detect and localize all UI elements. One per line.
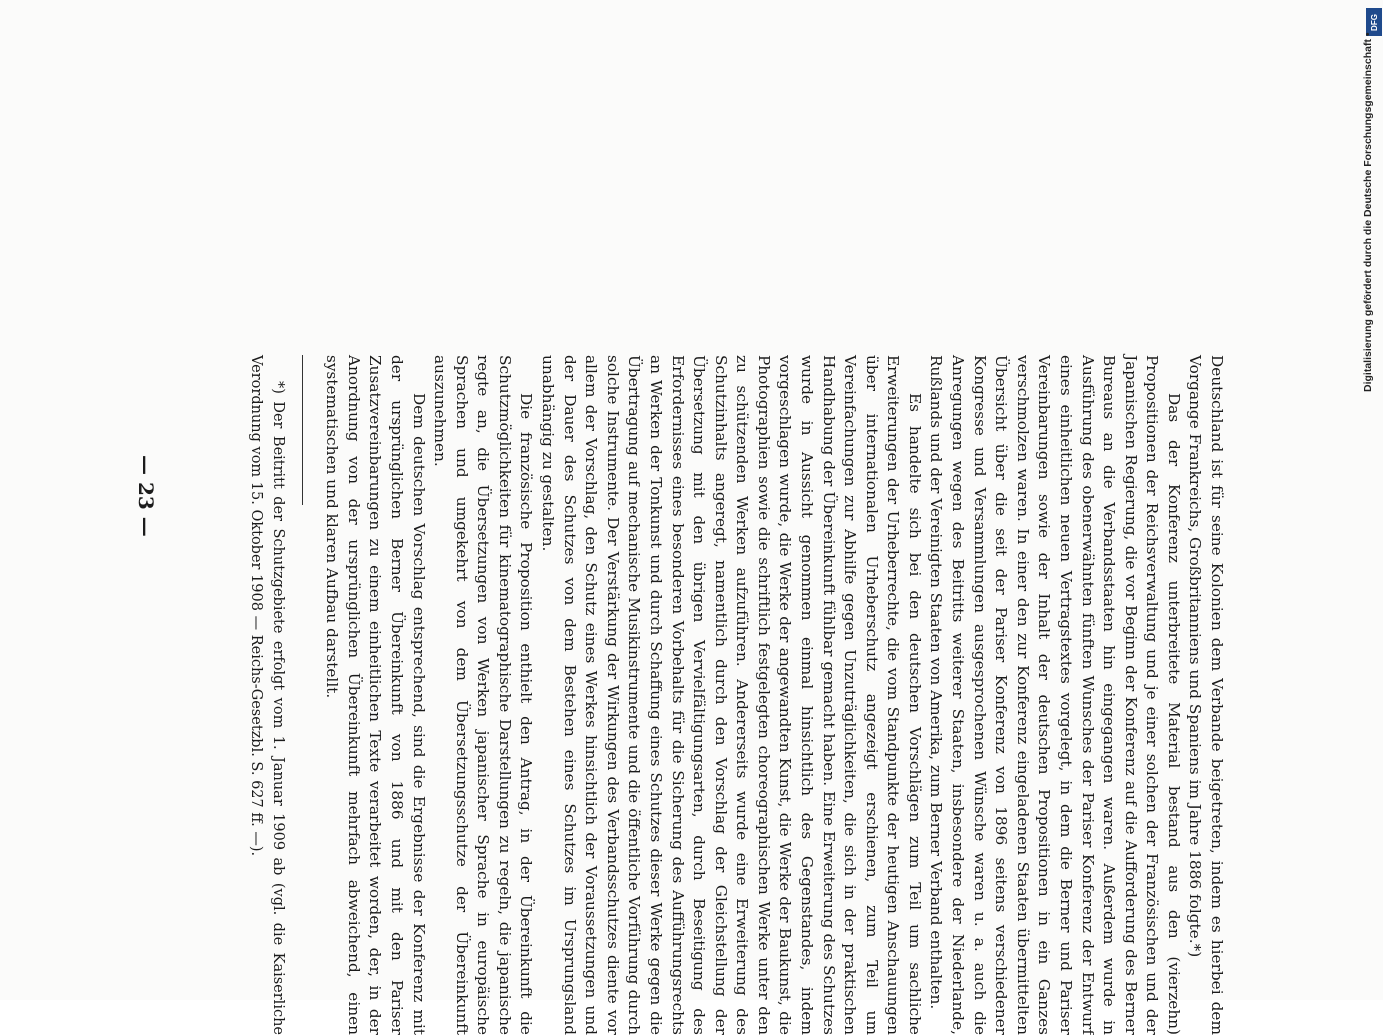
page-number-text: — 23 — xyxy=(134,455,158,537)
paragraph: Dem deutschen Vorschlag entsprechend, sind die Ergebnisse der Konferenz mit der ursprünglichen Berner Übereinkunft von 1886 und mit den Pariser Zusatzvereinbarungen zu einem einheitlichen Texte verarbeitet worden, der, in der Anordnung von der ursprünglichen Übereinkunft mehrfach abweichend, einen systematischen und klaren Aufbau darstellt. xyxy=(323,355,428,1035)
rotated-document-page xyxy=(175,355,1245,1035)
paragraph: Das der Konferenz unterbreitete Material bestand aus den (vierzehn) Propositionen der Reichsverwaltung und je einer solchen der Französischen und der Japanischen Regierung, die vor Beginn der Konferenz auf die Aufforderung des Berner Bureaus an die Verbandsstaaten hin eingegangen waren. Außerdem wurde in Ausführung des obenerwähnten fünften Wunsches der Pariser Konferenz der Entwurf eines einheitlichen neuen Vertragstextes vorgelegt, in dem die Berner und Pariser Vereinbarungen sowie der Inhalt der deutschen Propositionen in ein Ganzes verschmolzen waren. In einer den zur Konferenz eingeladenen Staaten übermittelten Übersicht über die seit der Pariser Konferenz von 1896 seitens verschiedener Kongresse und Versammlungen ausgesprochenen Wünsche waren u. a. auch die Anregungen wegen des Beitritts weiterer Staaten, insbesondere der Niederlande, Rußlands und der Vereinigten Staaten von Amerika, zum Berner Verband enthalten. xyxy=(927,355,1183,1035)
footnote xyxy=(245,355,289,1035)
footnote-text: *) Der Beitritt der Schutzgebiete erfolgt vom 1. Januar 1909 ab (vgl. die Kaiserliche Verordnung vom 15. Oktober 1908 — Reichs-Gesetzbl. S. 627 ff. —). xyxy=(248,355,286,1035)
paragraph: Es handelte sich bei den deutschen Vorschlägen zum Teil um sachliche Erweiterungen der Urheberrechte, die vom Standpunkte der heutigen Anschauungen über internationalen Urheberschutz angezeigt erschienen, zum Teil um Vereinfachungen zur Abhilfe gegen Unzuträglichkeiten, die sich in der praktischen Handhabung der Übereinkunft fühlbar gemacht haben. Eine Erweiterung des Schutzes wurde in Aussicht genommen einmal hinsichtlich des Gegenstandes, indem vorgeschlagen wurde, die Werke der angewandten Kunst, die Werke der Baukunst, die Photographien sowie die schriftlich festgelegten choreographischen Werke unter den zu schützenden Werken aufzuführen. Andererseits wurde eine Erweiterung des Schutzinhalts angeregt, namentlich durch den Vorschlag der Gleichstellung der Übersetzung mit den übrigen Vervielfältigungsarten, durch Beseitigung des Erfordernisses eines besonderen Vorbehalts für die Sicherung des Aufführungsrechts an Werken der Tonkunst und durch Schaffung eines Schutzes dieser Werke gegen die Übertragung auf mechanische Musikinstrumente und die öffentliche Vorführung durch solche Instrumente. Der Verstärkung der Wirkungen des Verbandsschutzes diente vor allem der Vorschlag, den Schutz eines Werkes hinsichtlich der Voraussetzungen und der Dauer des Schutzes von dem Bestehen eines Schutzes im Ursprungsland unabhängig zu gestalten. xyxy=(539,355,924,1035)
body-text xyxy=(321,355,1227,1035)
paragraph: Deutschland ist für seine Kolonien dem Verbande beigetreten, indem es hierbei dem Vorgange Frankreichs, Großbritanniens und Spaniens im Jahre 1886 folgte.*) xyxy=(1186,355,1226,1035)
paragraph: Die französische Proposition enthielt den Antrag, in der Übereinkunft die Schutzmöglichkeiten für kinematographische Darstellungen zu regeln, die japanische regte an, die Übersetzungen von Werken japanischer Sprache in europäische Sprachen und umgekehrt von dem Übersetzungsschutze der Übereinkunft auszunehmen. xyxy=(431,355,536,1035)
footnote-separator xyxy=(302,355,303,505)
dfg-logo-icon: DFG xyxy=(1366,8,1382,36)
sidebar-credit: Digitalisierung gefördert durch die Deutsche Forschungsgemeinschaft • xyxy=(1362,32,1374,392)
page-number xyxy=(128,455,158,545)
